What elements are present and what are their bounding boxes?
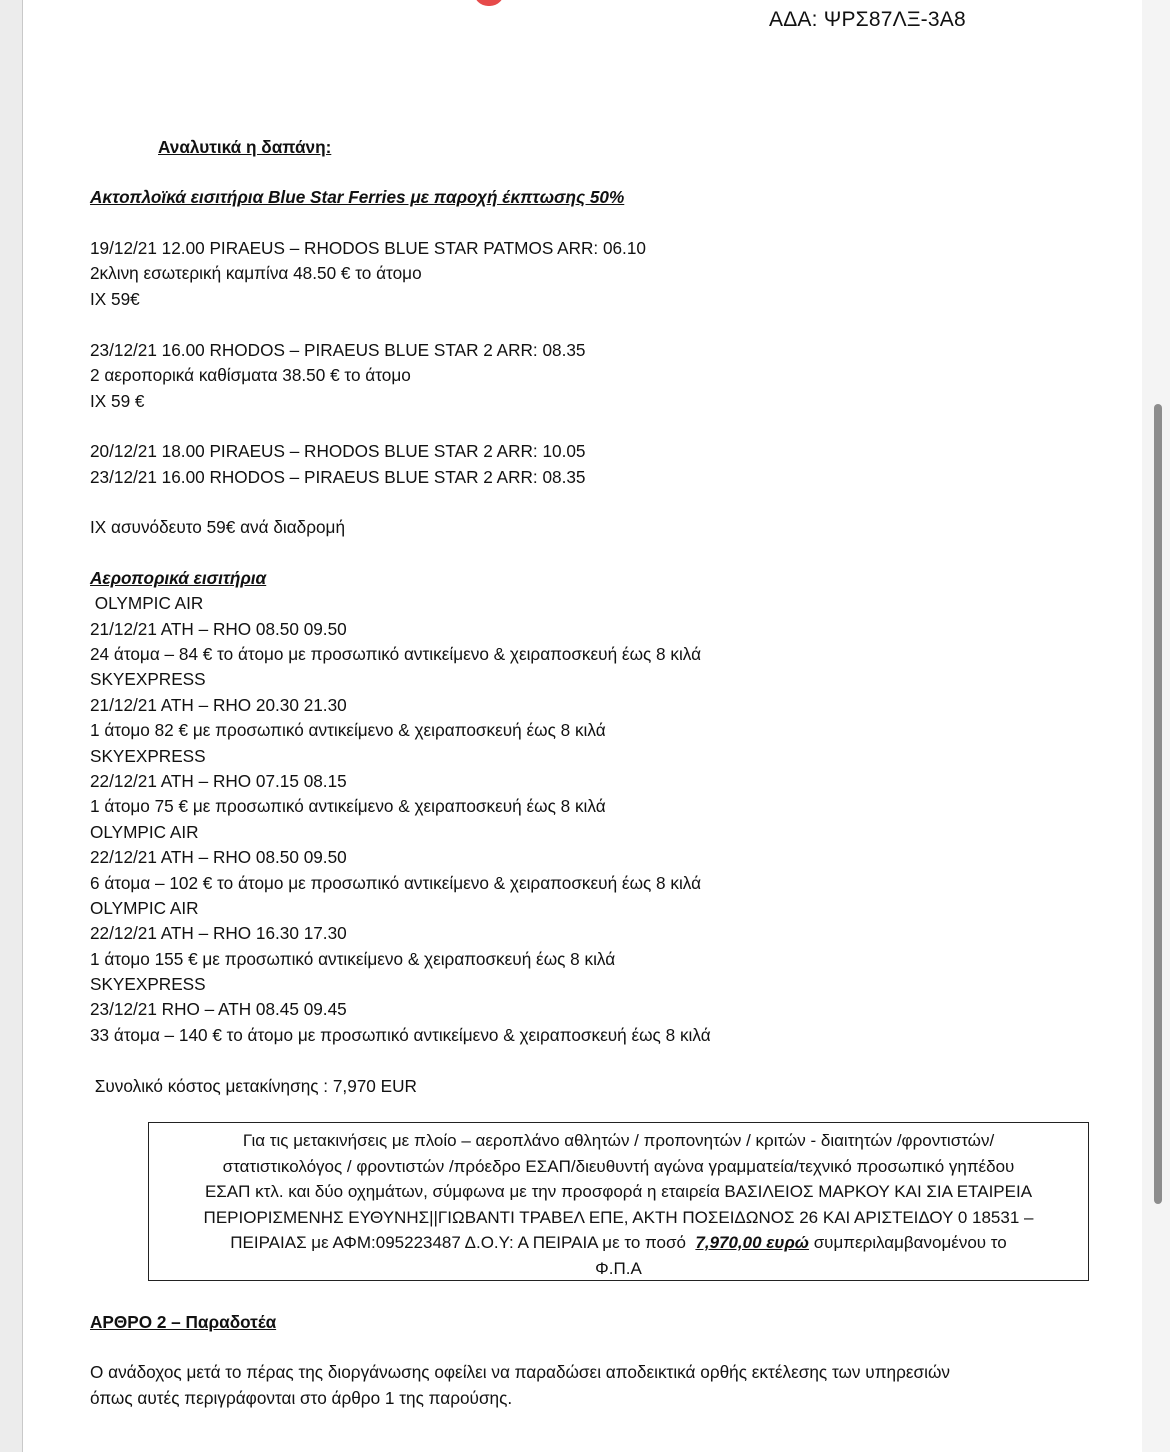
flight-line: 33 άτομα – 140 € το άτομο με προσωπικό αντικείμενο & χειραποσκευή έως 8 κιλά	[90, 1025, 711, 1045]
flight-line: OLYMPIC AIR	[90, 898, 199, 918]
ferry-line: 20/12/21 18.00 PIRAEUS – RHODOS BLUE STAR 2 ARR: 10.05	[90, 441, 586, 461]
ferry-line: IX 59 €	[90, 391, 145, 411]
red-stamp-mark	[474, 0, 504, 6]
box-line: Για τις μετακινήσεις με πλοίο – αεροπλάνο αθλητών / προπονητών / κριτών - διαιτητών /φροντιστών/	[242, 1131, 995, 1150]
flight-line: SKYEXPRESS	[90, 974, 206, 994]
article2-text-line: όπως αυτές περιγράφονται στο άρθρο 1 της παρούσης.	[90, 1388, 513, 1408]
flight-line: OLYMPIC AIR	[90, 593, 204, 613]
box-line	[159, 1230, 1078, 1256]
flight-line: 22/12/21 ATH – RHO 16.30 17.30	[90, 923, 347, 943]
total-cost: Συνολικό κόστος μετακίνησης : 7,970 EUR	[90, 1076, 417, 1096]
box-line: Φ.Π.Α	[595, 1258, 642, 1278]
scroll-track[interactable]	[1142, 0, 1170, 1452]
flight-line: 22/12/21 ATH – RHO 07.15 08.15	[90, 771, 347, 791]
ferry-line: 2 αεροπορικά καθίσματα 38.50 € το άτομο	[90, 365, 411, 385]
ada-code: ΑΔΑ: ΨΡΣ87ΛΞ-3Α8	[769, 8, 966, 31]
flight-line: 21/12/21 ATH – RHO 20.30 21.30	[90, 695, 347, 715]
ferry-line: 23/12/21 16.00 RHODOS – PIRAEUS BLUE STAR 2 ARR: 08.35	[90, 467, 586, 487]
article2-heading: ΑΡΘΡΟ 2 – Παραδοτέα	[90, 1312, 277, 1332]
ferry-line: IX 59€	[90, 289, 140, 309]
flight-line: 1 άτομο 75 € με προσωπικό αντικείμενο & χειραποσκευή έως 8 κιλά	[90, 796, 606, 816]
box-line: ΠΕΡΙΟΡΙΣΜΕΝΗΣ ΕΥΘΥΝΗΣ||ΓΙΩΒΑΝΤΙ ΤΡΑΒΕΛ ΕΠΕ, ΑΚΤΗ ΠΟΣΕΙΔΩΝΟΣ 26 ΚΑΙ ΑΡΙΣΤΕΙΔΟΥ 0 18531 –	[203, 1207, 1034, 1227]
page-left-edge	[0, 0, 23, 1452]
ferries-heading: Ακτοπλοϊκά εισιτήρια Blue Star Ferries με παροχή έκπτωσης 50%	[90, 187, 625, 207]
ferry-line: 19/12/21 12.00 PIRAEUS – RHODOS BLUE STAR PATMOS ARR: 06.10	[90, 238, 646, 258]
flight-line: 1 άτομο 155 € με προσωπικό αντικείμενο & χειραποσκευή έως 8 κιλά	[90, 949, 616, 969]
total-amount: 7,970,00 ευρώ	[695, 1233, 809, 1252]
flights-heading: Αεροπορικά εισιτήρια	[90, 568, 267, 588]
ferry-line: 2κλινη εσωτερική καμπίνα 48.50 € το άτομο	[90, 263, 422, 283]
flight-line: SKYEXPRESS	[90, 746, 206, 766]
article2-text-line: Ο ανάδοχος μετά το πέρας της διοργάνωσης οφείλει να παραδώσει αποδεικτικά ορθής εκτέλεσης των υπηρεσιών	[90, 1362, 950, 1382]
flight-line: 23/12/21 RHO – ATH 08.45 09.45	[90, 999, 347, 1019]
box-line: στατιστικολόγος / φροντιστών /πρόεδρο ΕΣΑΠ/διευθυντή αγώνα γραμματεία/τεχνικό προσωπικό γηπέδου	[222, 1156, 1015, 1176]
flight-line: 22/12/21 ATH – RHO 08.50 09.50	[90, 847, 347, 867]
flight-line: 24 άτομα – 84 € το άτομο με προσωπικό αντικείμενο & χειραποσκευή έως 8 κιλά	[90, 644, 702, 664]
box-line: ΕΣΑΠ κτλ. και δύο οχημάτων, σύμφωνα με την προσφορά η εταιρεία ΒΑΣΙΛΕΙΟΣ ΜΑΡΚΟΥ ΚΑΙ ΣΙΑ ΕΤΑΙΡΕΙΑ	[204, 1182, 1033, 1201]
award-summary-box	[148, 1122, 1089, 1281]
box-line-text: ΠΕΙΡΑΙΑΣ με ΑΦΜ:095223487 Δ.Ο.Υ: Α ΠΕΙΡΑΙΑ με το ποσό	[230, 1233, 696, 1252]
section-title: Αναλυτικά η δαπάνη:	[158, 137, 332, 157]
box-line-text: συμπεριλαμβανομένου το	[808, 1233, 1007, 1252]
ferry-line: IX ασυνόδευτο 59€ ανά διαδρομή	[90, 517, 346, 537]
flight-line: 21/12/21 ATH – RHO 08.50 09.50	[90, 619, 347, 639]
ferry-line: 23/12/21 16.00 RHODOS – PIRAEUS BLUE STAR 2 ARR: 08.35	[90, 340, 586, 360]
scrollbar-thumb[interactable]	[1154, 404, 1162, 1204]
flight-line: 6 άτομα – 102 € το άτομο με προσωπικό αντικείμενο & χειραποσκευή έως 8 κιλά	[90, 873, 702, 893]
flight-line: SKYEXPRESS	[90, 669, 206, 689]
flight-line: 1 άτομο 82 € με προσωπικό αντικείμενο & χειραποσκευή έως 8 κιλά	[90, 720, 606, 740]
flight-line: OLYMPIC AIR	[90, 822, 199, 842]
